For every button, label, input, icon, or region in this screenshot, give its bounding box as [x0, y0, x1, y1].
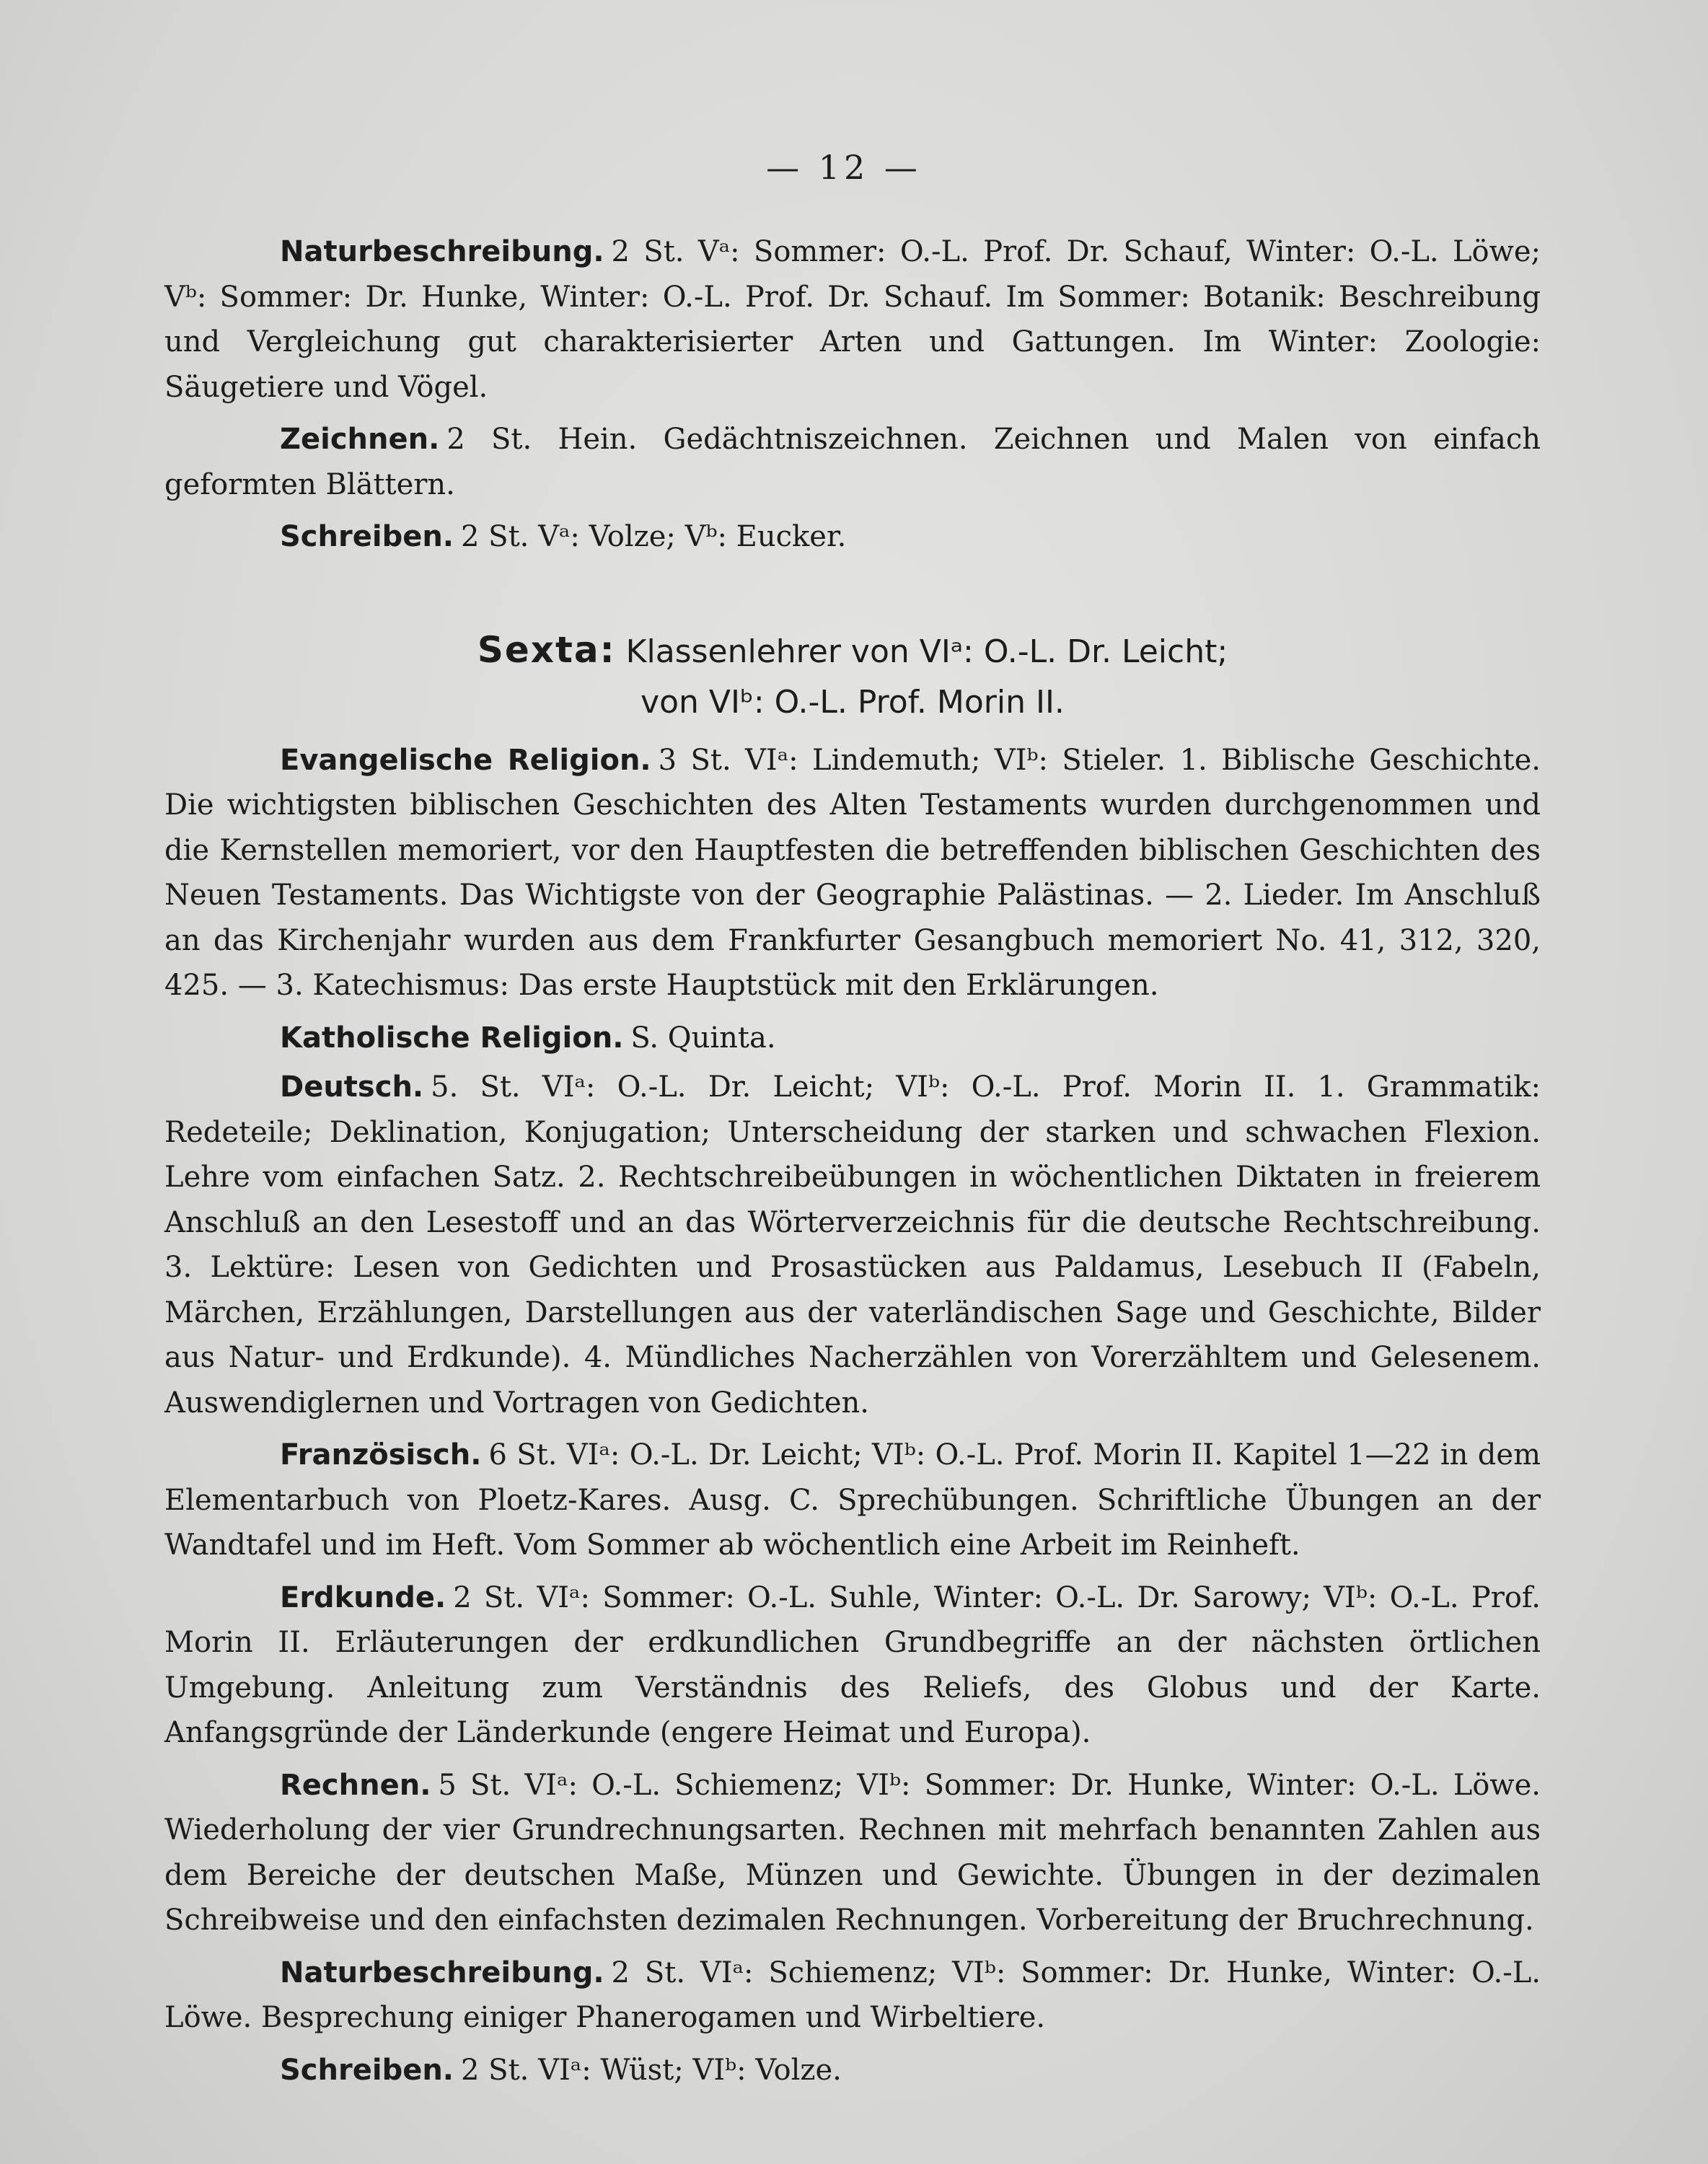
- page-content: [164, 229, 1541, 2100]
- sexta-title: Sexta:: [477, 628, 616, 671]
- paragraph-quinta-naturbeschreibung: [164, 229, 1541, 410]
- subject-heading: Rechnen.: [280, 1768, 431, 1802]
- subject-heading: Naturbeschreibung.: [280, 235, 604, 268]
- paragraph-text: 2 St. VIᵃ: Sommer: O.-L. Suhle, Winter: O.-L. Dr. Sarowy; VIᵇ: O.-L. Prof. Morin II. Erläuterungen der erdkundlichen Grundbegriffe an der nächsten örtlichen Umgebung. Anleitung zum Verständnis des Reliefs, des Globus und der Karte. Anfangsgründe der Länderkunde (engere Heimat und Europa).: [164, 1580, 1541, 1749]
- paragraph-text: 3 St. VIᵃ: Lindemuth; VIᵇ: Stieler. 1. Biblische Geschichte. Die wichtigsten biblischen Geschichten des Alten Testaments wurden durchgenommen und die Kernstellen memoriert, vor den Hauptfesten die betreffenden biblischen Geschichten des Neuen Testaments. Das Wichtigste von der Geographie Palästinas. — 2. Lieder. Im Anschluß an das Kirchenjahr wurden aus dem Frankfurter Gesangbuch memoriert No. 41, 312, 320, 425. — 3. Katechismus: Das erste Hauptstück mit den Erklärungen.: [164, 743, 1541, 1002]
- subject-heading: Katholische Religion.: [280, 1021, 624, 1055]
- paragraph-text: S. Quinta.: [630, 1021, 776, 1055]
- subject-heading: Schreiben.: [280, 520, 454, 553]
- paragraph-text: 2 St. Vᵃ: Volze; Vᵇ: Eucker.: [461, 520, 847, 553]
- paragraph-text: 2 St. Vᵃ: Sommer: O.-L. Prof. Dr. Schauf, Winter: O.-L. Löwe; Vᵇ: Sommer: Dr. Hunke, Winter: O.-L. Prof. Dr. Schauf. Im Sommer: Botanik: Beschreibung und Vergleichung gut charakterisierter Arten und Gattungen. Im Winter: Zoologie: Säugetiere und Vögel.: [164, 235, 1541, 404]
- paragraph-text: 6 St. VIᵃ: O.-L. Dr. Leicht; VIᵇ: O.-L. Prof. Morin II. Kapitel 1—22 in dem Elementarbuch von Ploetz-Kares. Ausg. C. Sprechübungen. Schriftliche Übungen an der Wandtafel und im Heft. Vom Sommer ab wöchentlich eine Arbeit im Reinheft.: [164, 1438, 1541, 1562]
- subject-heading: Deutsch.: [280, 1070, 424, 1104]
- paragraph-sexta-rechnen: [164, 1763, 1541, 1943]
- sexta-heading-line2: von VIᵇ: O.-L. Prof. Morin II.: [640, 683, 1065, 721]
- paragraph-sexta-naturbeschreibung: [164, 1950, 1541, 2041]
- page-number: — 12 —: [766, 148, 922, 187]
- paragraph-text: 2 St. Hein. Gedächtniszeichnen. Zeichnen und Malen von einfach geformten Blättern.: [164, 423, 1541, 501]
- sexta-heading-line1: Klassenlehrer von VIᵃ: O.-L. Dr. Leicht;: [625, 633, 1228, 670]
- subject-heading: Erdkunde.: [280, 1580, 446, 1614]
- paragraph-text: 5 St. VIᵃ: O.-L. Schiemenz; VIᵇ: Sommer: Dr. Hunke, Winter: O.-L. Löwe. Wiederholung der vier Grundrechnungsarten. Rechnen mit mehrfach benannten Zahlen aus dem Bereiche der deutschen Maße, Münzen und Gewichte. Übungen in der dezimalen Schreibweise und den einfachsten dezimalen Rechnungen. Vorbereitung der Bruchrechnung.: [164, 1768, 1541, 1937]
- subject-heading: Evangelische Religion.: [280, 743, 651, 777]
- paragraph-sexta-franzoesisch: [164, 1433, 1541, 1568]
- paragraph-sexta-katholische-religion: [164, 1016, 1541, 1061]
- paragraph-sexta-deutsch: [164, 1065, 1541, 1425]
- paragraph-sexta-evangelische-religion: [164, 738, 1541, 1008]
- sexta-section-heading: [164, 625, 1541, 728]
- subject-heading: Naturbeschreibung.: [280, 1956, 604, 1989]
- paragraph-quinta-zeichnen: [164, 417, 1541, 507]
- subject-heading: Zeichnen.: [280, 423, 440, 456]
- paragraph-quinta-schreiben: [164, 514, 1541, 560]
- paragraph-sexta-erdkunde: [164, 1575, 1541, 1756]
- paragraph-text: 5. St. VIᵃ: O.-L. Dr. Leicht; VIᵇ: O.-L. Prof. Morin II. 1. Grammatik: Redeteile; Deklination, Konjugation; Unterscheidung der starken und schwachen Flexion. Lehre vom einfachen Satz. 2. Rechtschreibeübungen in wöchentlichen Diktaten in freierem Anschluß an den Lesestoff und an das Wörterverzeichnis für die deutsche Rechtschreibung. 3. Lektüre: Lesen von Gedichten und Prosastücken aus Paldamus, Lesebuch II (Fabeln, Märchen, Erzählungen, Darstellungen aus der vaterländischen Sage und Geschichte, Bilder aus Natur- und Erdkunde). 4. Mündliches Nacherzählen von Vorerzähltem und Gelesenem. Auswendiglernen und Vortragen von Gedichten.: [164, 1070, 1541, 1420]
- paragraph-text: 2 St. VIᵃ: Schiemenz; VIᵇ: Sommer: Dr. Hunke, Winter: O.-L. Löwe. Besprechung einiger Phanerogamen und Wirbeltiere.: [164, 1956, 1541, 2034]
- subject-heading: Französisch.: [280, 1438, 482, 1472]
- paragraph-text: 2 St. VIᵃ: Wüst; VIᵇ: Volze.: [461, 2053, 842, 2087]
- subject-heading: Schreiben.: [280, 2053, 454, 2087]
- paragraph-sexta-schreiben: [164, 2048, 1541, 2093]
